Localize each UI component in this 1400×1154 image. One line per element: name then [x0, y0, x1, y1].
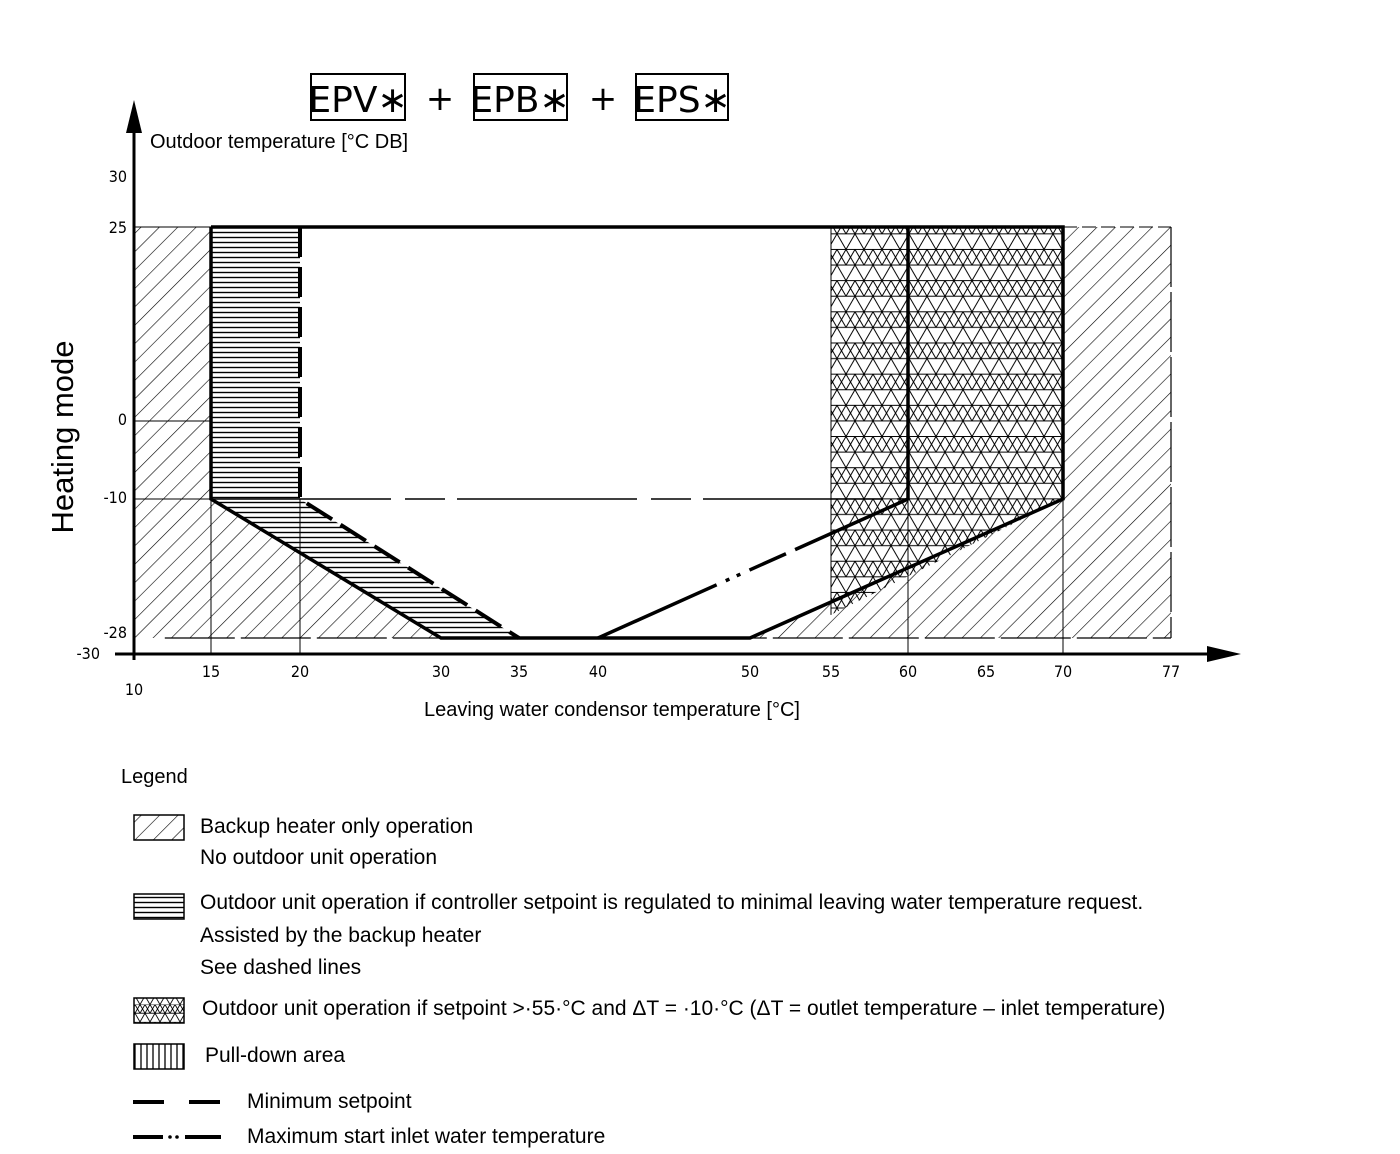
plot-area	[76, 100, 1241, 699]
legend-swatch-horizontal	[134, 894, 184, 919]
x-tick-label-10: 10	[124, 680, 144, 699]
y-tick-label-minus28: -28	[103, 623, 127, 642]
legend-text-high-setpoint: Outdoor unit operation if setpoint >·55·°C and ΔT = ·10·°C (ΔT = outlet temperature – inlet temperature)	[202, 997, 1166, 1020]
legend-text-minimal-2: Assisted by the backup heater	[200, 924, 482, 947]
title-model-epb: EPB∗	[470, 80, 570, 121]
x-tick-label-50: 50	[740, 662, 760, 681]
y-axis-arrow	[126, 100, 142, 133]
x-tick-label-77: 77	[1161, 662, 1181, 681]
title-model-eps: EPS∗	[633, 80, 731, 121]
x-tick-label-15: 15	[201, 662, 221, 681]
title-model-epv: EPV∗	[308, 80, 408, 121]
x-tick-label-30: 30	[431, 662, 451, 681]
x-tick-label-60: 60	[898, 662, 918, 681]
legend-text-minimal-1: Outdoor unit operation if controller setpoint is regulated to minimal leaving water temperature request.	[200, 891, 1144, 914]
y-tick-label-30: 30	[108, 167, 127, 186]
legend-text-backup-1: Backup heater only operation	[200, 815, 474, 838]
x-tick-label-70: 70	[1053, 662, 1073, 681]
legend-text-backup-2: No outdoor unit operation	[200, 846, 437, 869]
x-tick-label-20: 20	[290, 662, 310, 681]
y-tick-label-25: 25	[108, 218, 127, 237]
legend-swatch-dash-dot	[133, 1135, 221, 1139]
x-tick-label-40: 40	[588, 662, 608, 681]
legend-text-min-setpoint: Minimum setpoint	[247, 1090, 412, 1113]
heating-mode-label: Heating mode	[45, 340, 80, 534]
legend-title: Legend	[121, 766, 188, 788]
x-tick-label-65: 65	[976, 662, 996, 681]
legend-text-pull-down: Pull-down area	[205, 1044, 346, 1067]
chart-title	[308, 74, 730, 121]
y-tick-label-0: 0	[117, 410, 127, 429]
legend-swatch-vertical	[134, 1044, 184, 1069]
y-tick-label-minus10: -10	[103, 488, 127, 507]
title-plus-2: +	[588, 79, 618, 119]
x-axis-arrow	[1207, 646, 1241, 662]
legend-text-max-inlet: Maximum start inlet water temperature	[247, 1125, 606, 1148]
legend	[121, 766, 1165, 1148]
x-tick-label-35: 35	[509, 662, 529, 681]
legend-swatch-triangles	[134, 998, 184, 1023]
x-tick-label-55: 55	[821, 662, 841, 681]
legend-text-minimal-3: See dashed lines	[200, 956, 362, 979]
title-plus-1: +	[425, 79, 455, 119]
x-axis-title: Leaving water condensor temperature [°C]	[424, 699, 800, 721]
y-tick-label-minus30: -30	[76, 644, 100, 663]
y-axis-title: Outdoor temperature [°C DB]	[150, 131, 409, 153]
legend-swatch-diagonal	[134, 815, 184, 840]
